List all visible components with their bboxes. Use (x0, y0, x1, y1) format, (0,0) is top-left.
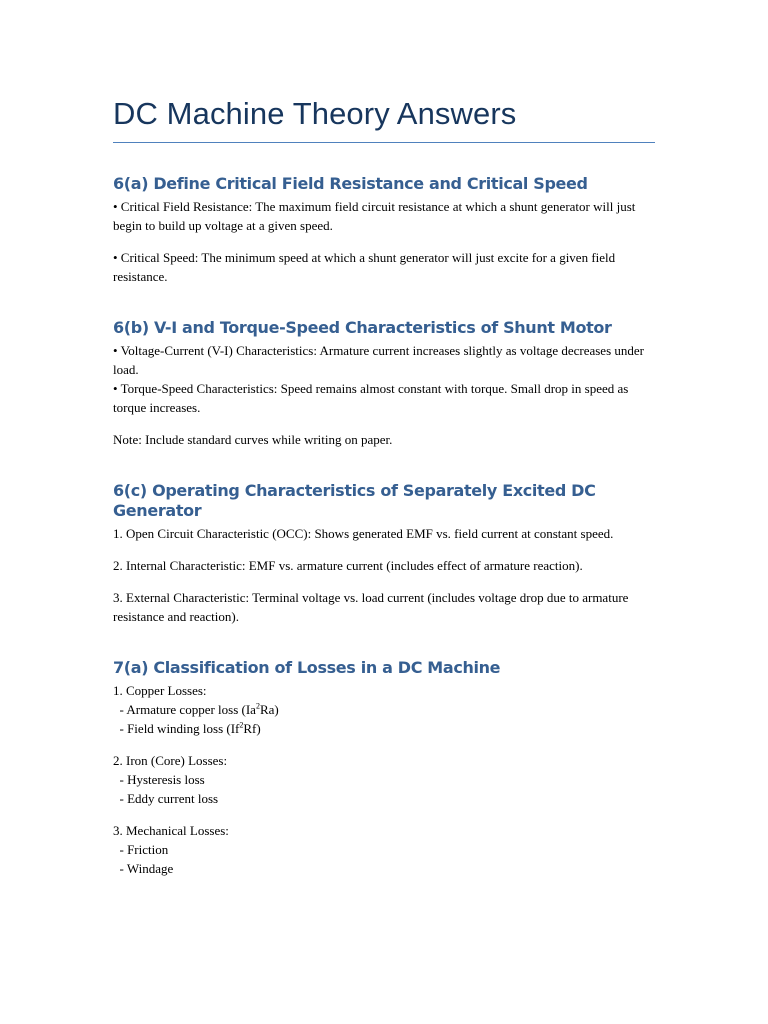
section-6a (113, 174, 655, 286)
section-6b (113, 318, 655, 449)
loss-group-copper (113, 681, 655, 738)
loss-group-mechanical (113, 821, 655, 878)
group-label: 2. Iron (Core) Losses: (113, 753, 228, 768)
paragraph: 2. Internal Characteristic: EMF vs. armature current (includes effect of armature reaction). (113, 558, 583, 573)
paragraph: • Critical Field Resistance: The maximum field circuit resistance at which a shunt generator will just begin to build up voltage at a given speed. (113, 199, 636, 233)
list-item: - Windage (113, 861, 174, 876)
list-item: - Eddy current loss (113, 791, 219, 806)
section-heading: 6(b) V-I and Torque-Speed Characteristics of Shunt Motor (113, 318, 612, 337)
list-item: - Friction (113, 842, 169, 857)
paragraph: • Torque-Speed Characteristics: Speed remains almost constant with torque. Small drop in speed as torque increases. (113, 381, 629, 415)
section-heading: 6(a) Define Critical Field Resistance and Critical Speed (113, 174, 588, 193)
group-label: 3. Mechanical Losses: (113, 823, 229, 838)
section-heading: 7(a) Classification of Losses in a DC Machine (113, 658, 501, 677)
section-7a (113, 658, 655, 878)
group-label: 1. Copper Losses: (113, 683, 207, 698)
paragraph: • Critical Speed: The minimum speed at which a shunt generator will just excite for a given field resistance. (113, 250, 616, 284)
document-title: DC Machine Theory Answers (113, 96, 517, 131)
title-underline (113, 142, 655, 143)
section-6c (113, 481, 655, 626)
paragraph: Note: Include standard curves while writing on paper. (113, 432, 393, 447)
loss-group-iron (113, 751, 655, 808)
list-item: - Armature copper loss (Ia$^2$Ra) (113, 701, 279, 717)
paragraph: 3. External Characteristic: Terminal voltage vs. load current (includes voltage drop due to armature resistance and reaction). (113, 590, 629, 624)
list-item: - Hysteresis loss (113, 772, 205, 787)
document-body (113, 94, 655, 878)
section-heading: 6(c) Operating Characteristics of Separately Excited DC Generator (113, 481, 596, 520)
paragraph: • Voltage-Current (V-I) Characteristics: Armature current increases slightly as voltage decreases under load. (113, 343, 644, 377)
list-item: - Field winding loss (If$^2$Rf) (113, 720, 261, 736)
paragraph: 1. Open Circuit Characteristic (OCC): Shows generated EMF vs. field current at constant speed. (113, 526, 614, 541)
